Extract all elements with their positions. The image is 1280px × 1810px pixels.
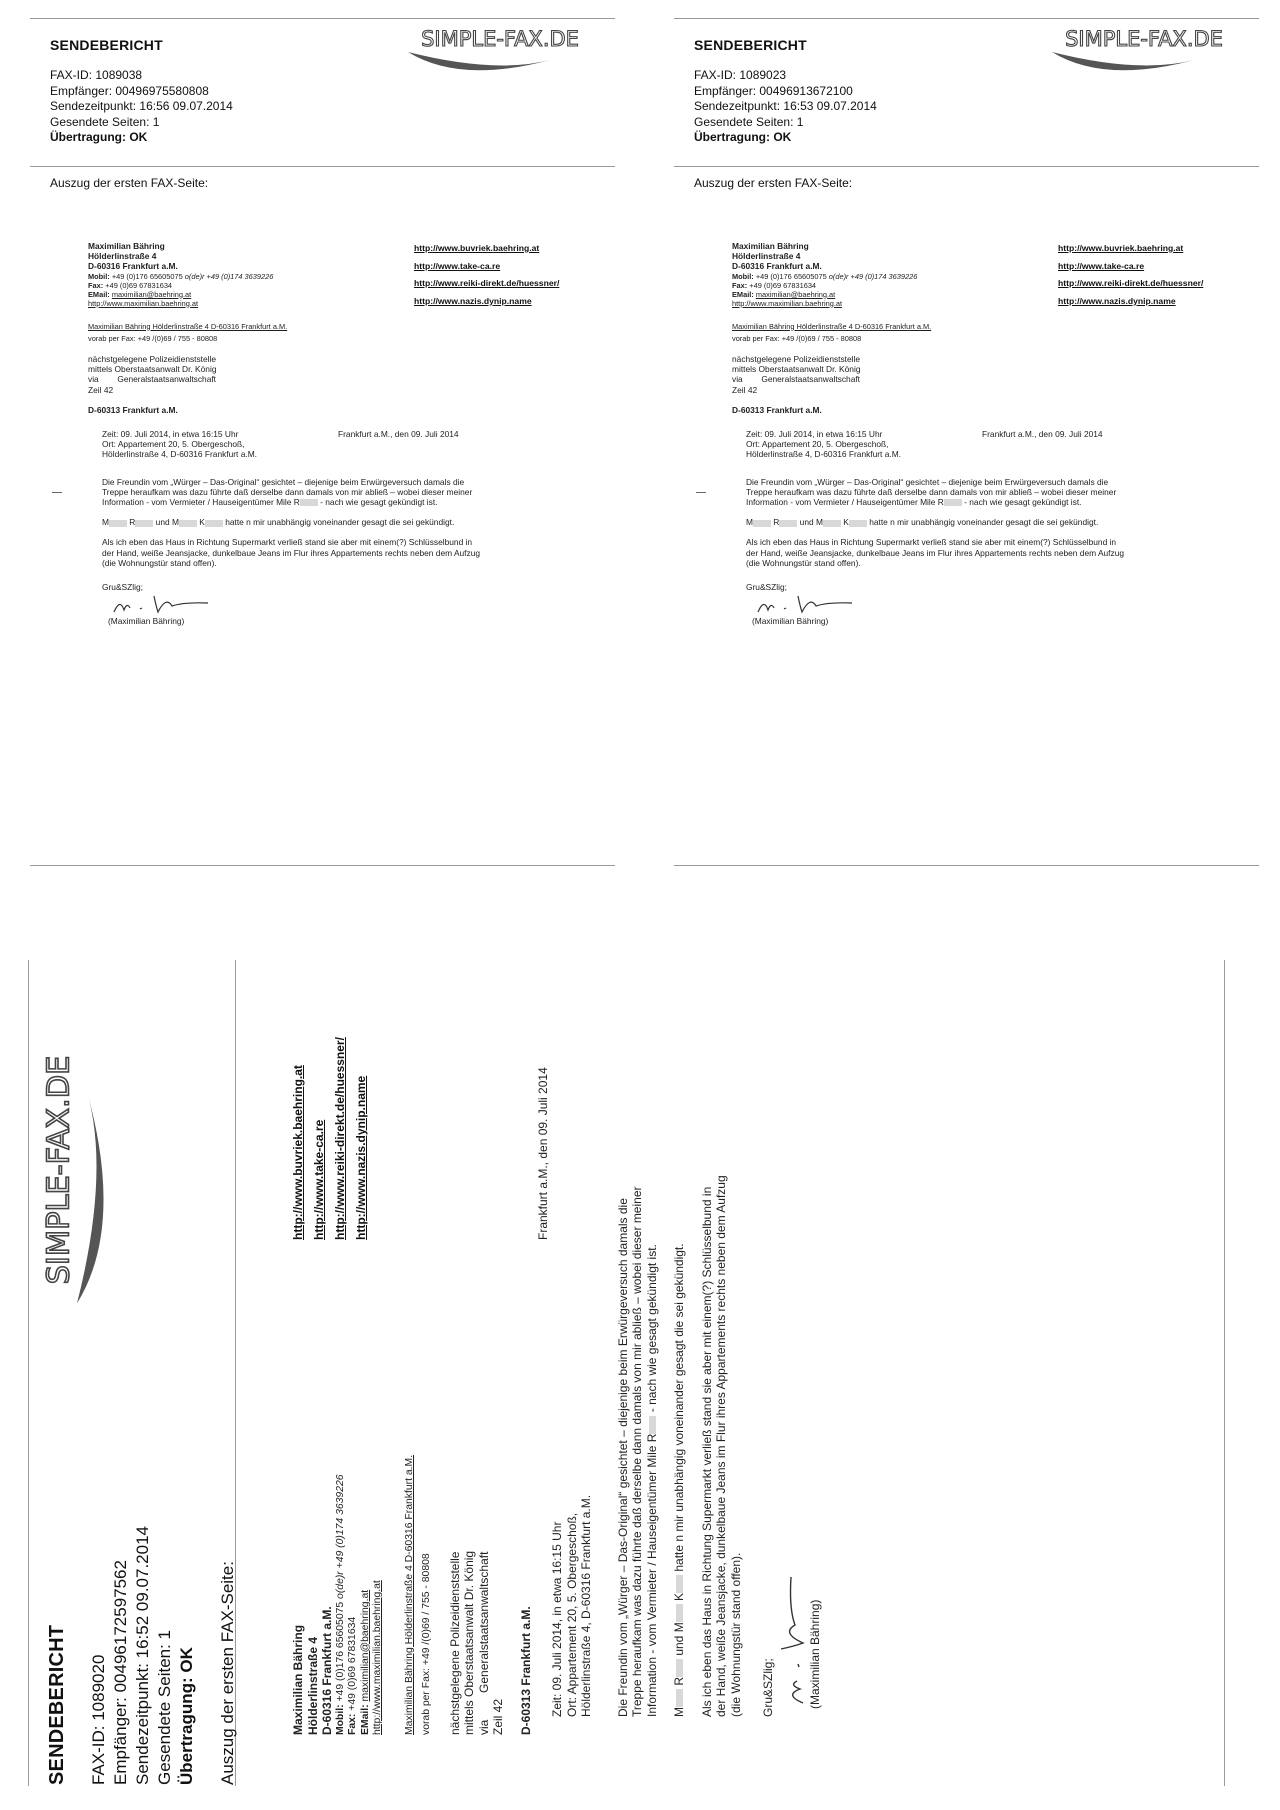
ort-line-1: Ort: Appartement 20, 5. Obergeschoß, [102,439,245,450]
para1-line1: Die Freundin vom „Würger – Das-Original“ gesichtet – diejenige beim Erwürgeversuch damals die [746,476,1109,487]
date-line: Frankfurt a.M., den 09. Juli 2014 [536,1067,550,1240]
date-line: Frankfurt a.M., den 09. Juli 2014 [338,429,459,439]
link-buvriek[interactable]: http://www.buvriek.baehring.at [1058,243,1184,253]
link-nazis[interactable]: http://www.nazis.dynip.name [1058,295,1176,306]
excerpt-heading: Auszug der ersten FAX-Seite: [50,176,209,190]
report-title: SENDEBERICHT [46,1624,68,1785]
mobil-line: Mobil: +49 (0)176 65605075 o(de)r +49 (0)174 3639226 [334,1474,346,1735]
signature-name: (Maximilian Bähring) [752,616,829,627]
vorab-fax: vorab per Fax: +49 /(0)69 / 755 - 80808 [421,1553,432,1735]
mid-rule [674,166,1259,167]
report-meta [88,1526,198,1785]
letter-links [1058,240,1203,310]
fax-report-2 [674,0,1259,870]
signature-name: (Maximilian Bähring) [108,616,185,627]
transfer-status: Übertragung: OK [50,130,148,144]
web-line: http://www.maximilian.baehring.at [732,298,843,308]
web-line: http://www.maximilian.baehring.at [88,298,199,308]
send-time: Sendezeitpunkt: 16:53 09.07.2014 [694,99,877,113]
signature [754,592,874,616]
para1-line2: Treppe heraufkam was dazu führte daß derselbe dann damals von mir abließ – wobei dieser meiner [630,1186,644,1717]
ort-line-1: Ort: Appartement 20, 5. Obergeschoß, [746,439,889,450]
sender-street: Hölderlinstraße 4 [88,251,157,262]
sender-city: D-60316 Frankfurt a.M. [88,261,178,272]
email-line: EMail: maximilian@baehring.at [88,289,192,299]
para3-line2: der Hand, weiße Jeansjacke, dunkelbaue Jeans im Flur ihres Appartements rechts neben dem Aufzug [714,1175,728,1717]
ort-line-1: Ort: Appartement 20, 5. Obergeschoß, [564,1512,579,1717]
para1-line1: Die Freundin vom „Würger – Das-Original“ gesichtet – diejenige beim Erwürgeversuch damals die [615,1198,630,1717]
link-take-care[interactable]: http://www.take-ca.re [1058,260,1145,271]
web-line: http://www.maximilian.baehring.at [372,1580,383,1735]
logo-swoosh [77,1098,104,1304]
vorab-fax: vorab per Fax: +49 /(0)69 / 755 - 80808 [88,333,218,343]
para2: M R und M K hatte n mir unabhängig voneinander gesagt die sei gekündigt. [672,1243,686,1717]
recipient-2: mittels Oberstaatsanwalt Dr. König [88,364,217,375]
right-edge-rule [1224,960,1225,1786]
recipient-2: mittels Oberstaatsanwalt Dr. König [462,1550,476,1735]
mobil-line: Mobil: +49 (0)176 65605075 o(de)r +49 (0)174 3639226 [88,271,274,281]
sender-city: D-60316 Frankfurt a.M. [320,1606,334,1735]
report-meta [50,68,233,146]
para3-line2: der Hand, weiße Jeansjacke, dunkelbaue Jeans im Flur ihres Appartements rechts neben dem Aufzug [746,547,1125,558]
redaction [944,499,962,506]
report-meta [694,68,877,146]
bottom-rule [674,865,1259,866]
top-rule [674,18,1259,19]
left-edge-rule [28,960,29,1786]
mid-rule [30,166,615,167]
recipient-city: D-60313 Frankfurt a.M. [88,404,178,415]
link-buvriek[interactable]: http://www.buvriek.baehring.at [291,1065,305,1240]
sender-street: Hölderlinstraße 4 [305,1636,320,1735]
link-reiki[interactable]: http://www.reiki-direkt.de/huessner/ [414,278,560,288]
letter-links [414,240,559,310]
fold-mark [52,492,62,493]
pages-sent: Gesendete Seiten: 1 [694,114,804,129]
para3-line1: Als ich eben das Haus in Richtung Supermarkt verließ stand sie aber mit einem(?) Schlüsselbund in [102,537,473,548]
para1-line3: Information - vom Vermieter / Hauseigentümer Mile R - nach wie gesagt gekündigt ist. [644,1244,659,1717]
sender-name: Maximilian Bähring [291,1624,305,1735]
para1-line1: Die Freundin vom „Würger – Das-Original“ gesichtet – diejenige beim Erwürgeversuch damals die [102,476,465,487]
mobil-line: Mobil: +49 (0)176 65605075 o(de)r +49 (0)174 3639226 [732,271,918,281]
email-line: EMail: maximilian@baehring.at [359,1589,371,1735]
greeting: Gru&SZlig; [761,1658,775,1717]
simple-fax-logo [36,1025,118,1315]
recipient-3: via Generalstaatsanwaltschaft [88,374,217,385]
para3-line3: (die Wohnungstür stand offen). [102,557,217,568]
simple-fax-logo [400,24,600,80]
fax-id: FAX-ID: 1089023 [694,68,787,82]
recipient-4: Zeil 42 [732,384,758,395]
fax-id: FAX-ID: 1089038 [50,68,143,82]
ort-line-2: Hölderlinstraße 4, D-60316 Frankfurt a.M. [746,449,901,460]
para3-line3: (die Wohnungstür stand offen). [728,1552,743,1717]
simple-fax-logo [1044,24,1244,80]
signature [776,1547,808,1707]
greeting: Gru&SZlig; [746,582,787,593]
pages-sent: Gesendete Seiten: 1 [155,1629,174,1785]
para1-line3: Information - vom Vermieter / Hauseigentümer Mile R - nach wie gesagt gekündigt ist. [746,497,1082,508]
fax-line: Fax: +49 (0)69 67831634 [732,280,817,290]
recipient-2: mittels Oberstaatsanwalt Dr. König [732,364,861,375]
logo-swoosh [408,52,550,70]
recipient-3: via Generalstaatsanwaltschaft [732,374,861,385]
fax-id: FAX-ID: 1089020 [89,1654,108,1785]
recipient-number: Empfänger: 00496913672100 [694,83,853,98]
transfer-status: Übertragung: OK [694,130,792,144]
recipient-city: D-60313 Frankfurt a.M. [732,404,822,415]
recipient-number: Empfänger: 00496172597562 [111,1560,130,1785]
pages-sent: Gesendete Seiten: 1 [50,114,160,129]
recipient-3: via Generalstaatsanwaltschaft [476,1551,491,1735]
return-address: Maximilian Bähring Hölderlinstraße 4 D-60316 Frankfurt a.M. [88,321,288,331]
para3-line3: (die Wohnungstür stand offen). [746,557,861,568]
return-address: Maximilian Bähring Hölderlinstraße 4 D-60316 Frankfurt a.M. [403,1454,415,1735]
para2: M R und M K hatte n mir unabhängig voneinander gesagt die sei gekündigt. [746,517,1099,528]
link-nazis[interactable]: http://www.nazis.dynip.name [414,295,532,306]
link-reiki[interactable]: http://www.reiki-direkt.de/huessner/ [1058,278,1204,288]
logo-text: SIMPLE-FAX.DE [41,1055,77,1285]
sender-street: Hölderlinstraße 4 [732,251,801,262]
greeting: Gru&SZlig; [102,582,143,593]
top-rule [30,18,615,19]
return-address: Maximilian Bähring Hölderlinstraße 4 D-60316 Frankfurt a.M. [732,321,932,331]
excerpt-heading: Auszug der ersten FAX-Seite: [694,176,853,190]
recipient-4: Zeil 42 [88,384,114,395]
recipient-number: Empfänger: 00496975580808 [50,83,209,98]
para2: M R und M K hatte n mir unabhängig voneinander gesagt die sei gekündigt. [102,517,455,528]
link-reiki[interactable]: http://www.reiki-direkt.de/huessner/ [333,1037,347,1240]
logo-swoosh [1052,52,1194,70]
recipient-4: Zeil 42 [491,1698,505,1735]
recipient-1: nächstgelegene Polizeidienststelle [88,354,217,365]
date-line: Frankfurt a.M., den 09. Juli 2014 [982,429,1103,439]
para3-line1: Als ich eben das Haus in Richtung Supermarkt verließ stand sie aber mit einem(?) Schlüsselbund in [699,1186,714,1717]
recipient-1: nächstgelegene Polizeidienststelle [447,1551,462,1735]
fax-line: Fax: +49 (0)69 67831634 [88,280,173,290]
transfer-status: Übertragung: OK [177,1647,196,1785]
zeit-line: Zeit: 09. Juli 2014, in etwa 16:15 Uhr [550,1521,564,1717]
para1-line3: Information - vom Vermieter / Hauseigentümer Mile R - nach wie gesagt gekündigt ist. [102,497,438,508]
redaction [300,499,318,506]
logo-text: SIMPLE-FAX.DE [1065,27,1223,51]
link-take-care[interactable]: http://www.take-ca.re [414,260,501,271]
fold-mark [696,492,706,493]
fax-report-1 [30,0,615,870]
link-nazis[interactable]: http://www.nazis.dynip.name [354,1075,368,1240]
email-line: EMail: maximilian@baehring.at [732,289,836,299]
para1-line2: Treppe heraufkam was dazu führte daß derselbe dann damals von mir abließ – wobei dieser meiner [746,486,1117,497]
zeit-line: Zeit: 09. Juli 2014, in etwa 16:15 Uhr [746,429,883,440]
fax-report-3 [36,1015,1221,1785]
recipient-city: D-60313 Frankfurt a.M. [518,1606,533,1735]
para3-line2: der Hand, weiße Jeansjacke, dunkelbaue Jeans im Flur ihres Appartements rechts neben dem Aufzug [102,547,481,558]
fax-line: Fax: +49 (0)69 67831634 [347,1616,358,1735]
signature-name: (Maximilian Bähring) [807,1599,822,1709]
para1-line2: Treppe heraufkam was dazu führte daß derselbe dann damals von mir abließ – wobei dieser meiner [102,486,473,497]
letter-links [288,1037,372,1240]
para3-line1: Als ich eben das Haus in Richtung Supermarkt verließ stand sie aber mit einem(?) Schlüsselbund in [746,537,1117,548]
report-title: SENDEBERICHT [694,37,807,53]
logo-text: SIMPLE-FAX.DE [421,27,579,51]
sender-name: Maximilian Bähring [732,241,809,251]
sender-name: Maximilian Bähring [88,241,165,251]
recipient-1: nächstgelegene Polizeidienststelle [732,354,861,365]
vorab-fax: vorab per Fax: +49 /(0)69 / 755 - 80808 [732,333,862,343]
link-buvriek[interactable]: http://www.buvriek.baehring.at [414,243,540,253]
link-take-care[interactable]: http://www.take-ca.re [312,1119,326,1240]
bottom-rule [30,865,615,866]
sender-city: D-60316 Frankfurt a.M. [732,261,822,272]
signature [110,592,230,616]
zeit-line: Zeit: 09. Juli 2014, in etwa 16:15 Uhr [102,429,239,440]
report-title: SENDEBERICHT [50,37,163,53]
send-time: Sendezeitpunkt: 16:52 09.07.2014 [133,1526,152,1785]
excerpt-heading: Auszug der ersten FAX-Seite: [218,1561,237,1785]
send-time: Sendezeitpunkt: 16:56 09.07.2014 [50,99,233,113]
ort-line-2: Hölderlinstraße 4, D-60316 Frankfurt a.M. [102,449,257,460]
ort-line-2: Hölderlinstraße 4, D-60316 Frankfurt a.M. [579,1494,593,1717]
